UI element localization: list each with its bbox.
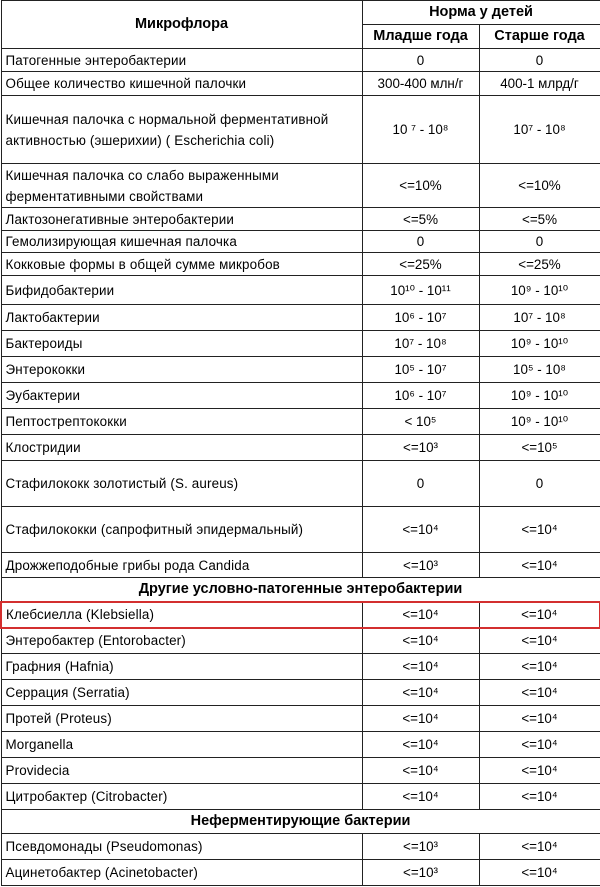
table-row: Эубактерии 10⁶ - 10⁷ 10⁹ - 10¹⁰ [1, 383, 600, 409]
table-row: Псевдомонады (Pseudomonas) <=10³ <=10⁴ [1, 834, 600, 860]
table-row: Бифидобактерии 10¹⁰ - 10¹¹ 10⁹ - 10¹⁰ [1, 276, 600, 305]
table-row: Кишечная палочка с нормальной ферментативной активностью (эшерихии) ( Escherichia coli) 10 ⁷ - 10⁸ 10⁷ - 10⁸ [1, 96, 600, 164]
table-row: Providecia <=10⁴ <=10⁴ [1, 758, 600, 784]
table-row: Цитробактер (Citrobacter) <=10⁴ <=10⁴ [1, 784, 600, 810]
table-row: Ацинетобактер (Acinetobacter) <=10³ <=10⁴ [1, 860, 600, 886]
table-row: Клостридии <=10³ <=10⁵ [1, 435, 600, 461]
table-row: Энтеробактер (Entorobacter) <=10⁴ <=10⁴ [1, 628, 600, 654]
table-row: Патогенные энтеробактерии 0 0 [1, 49, 600, 72]
table-row: Morganella <=10⁴ <=10⁴ [1, 732, 600, 758]
table-row: Графния (Hafnia) <=10⁴ <=10⁴ [1, 654, 600, 680]
table-row: Серрация (Serratia) <=10⁴ <=10⁴ [1, 680, 600, 706]
table-row: Бактероиды 10⁷ - 10⁸ 10⁹ - 10¹⁰ [1, 331, 600, 357]
header-norm-children: Норма у детей [362, 1, 600, 25]
table-row-highlighted: Клебсиелла (Klebsiella) <=10⁴ <=10⁴ [1, 602, 600, 628]
table-row: Лактозонегативные энтеробактерии <=5% <=5% [1, 208, 600, 231]
header-microflora: Микрофлора [1, 1, 362, 49]
table-row: Гемолизирующая кишечная палочка 0 0 [1, 231, 600, 253]
table-row: Энтерококки 10⁵ - 10⁷ 10⁵ - 10⁸ [1, 357, 600, 383]
table-row: Общее количество кишечной палочки 300-400 млн/г 400-1 млрд/г [1, 72, 600, 96]
table-row: Лактобактерии 10⁶ - 10⁷ 10⁷ - 10⁸ [1, 305, 600, 331]
table-row: Дрожжеподобные грибы рода Candida <=10³ <=10⁴ [1, 553, 600, 578]
header-younger: Младше года [362, 25, 479, 49]
table-row: Протей (Proteus) <=10⁴ <=10⁴ [1, 706, 600, 732]
table-row: Стафилококки (сапрофитный эпидермальный) <=10⁴ <=10⁴ [1, 507, 600, 553]
header-older: Старше года [479, 25, 600, 49]
table-row: Кишечная палочка со слабо выраженными ферментативными свойствами <=10% <=10% [1, 164, 600, 208]
table-row: Стафилококк золотистый (S. aureus) 0 0 [1, 461, 600, 507]
table-row: Кокковые формы в общей сумме микробов <=25% <=25% [1, 253, 600, 276]
table-row: Пептострептококки < 10⁵ 10⁹ - 10¹⁰ [1, 409, 600, 435]
section-header-nonfermenting: Неферментирующие бактерии [1, 810, 600, 834]
section-header-opportunistic: Другие условно-патогенные энтеробактерии [1, 578, 600, 602]
